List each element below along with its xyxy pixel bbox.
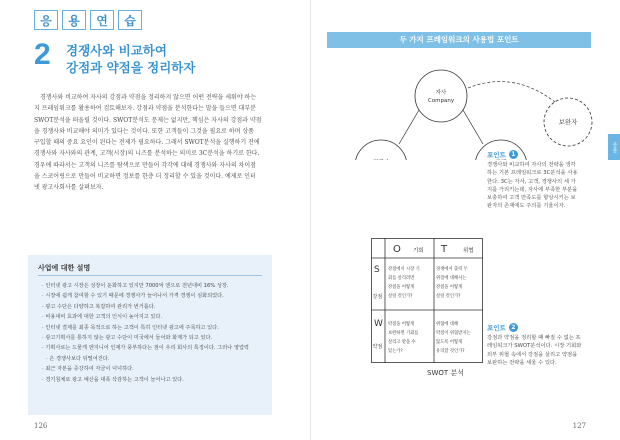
page-number-right: 127	[572, 422, 586, 430]
swot-caption: SWOT 분석	[427, 369, 464, 377]
body-line: 을 스코어링으로 만들어 비교하면 정보를 한층 더 정리할 수 있을 것이다. 예제로 인터	[34, 173, 256, 181]
list-item: · 최근 자본을 증강하여 자금이 넉넉하다.	[42, 364, 268, 374]
swot-so-line: 살릴 것인가?	[388, 294, 413, 299]
swot-o-label: 기회	[413, 248, 424, 254]
swot-wo-line: 있는가?	[388, 349, 403, 354]
body-paragraph	[34, 92, 266, 194]
point-line: 강점과 약점을 정리할 때 빠질 수 없는 프	[487, 335, 581, 341]
point-2-label: 포인트	[487, 324, 506, 332]
swot-so-line: 강점에서 시장 기	[388, 267, 420, 272]
section-title-line: 강점과 약점을 정리하자	[66, 60, 196, 75]
swot-grid	[371, 238, 483, 363]
body-line: 경우에 따라서는 고객의 니즈를 탐색으로 만들어 각각에 대해 경쟁사와 자사의 차이점	[34, 161, 256, 169]
point-line: 완자의 존재에도 주의를 기울이자.	[487, 203, 566, 210]
header-char: 응	[34, 10, 58, 30]
swot-o-letter: O	[393, 244, 401, 255]
right-page	[310, 0, 620, 440]
swot-so-line: 회를 살리려면	[388, 276, 415, 281]
swot-t-letter: T	[441, 244, 448, 255]
swot-wo-line: 약점을 어떻게	[388, 322, 415, 327]
swot-s-label: 강점	[372, 294, 383, 300]
swot-st-line: 경쟁에서 출력 두	[436, 267, 468, 272]
swot-w-label: 약점	[372, 344, 383, 350]
point-1-label: 포인트	[487, 151, 506, 159]
competitor-label-ko	[373, 158, 390, 160]
swot-wt-line: 약점이 위협받지는	[436, 331, 471, 336]
swot-wt-line: 않도록 어떻게	[436, 340, 463, 345]
list-item: · 기획사로는 드물게 엔지니어 인재가 풍부하다는 점이 우리 회사의 특징이다. 그러나 영업력	[42, 343, 268, 353]
swot-st-line: 위험에 대해서는	[436, 276, 467, 281]
body-line: 지 프레임워크를 활용하여 검토해보자. 강점과 약점을 분석한다는 말을 들으면 대부분	[34, 105, 256, 113]
body-line: 을 경쟁사와 비교해야 의미가 있다는 것이다. 또한 고객들이 그것을 필요로 하며 상품	[34, 127, 254, 135]
swot-wt-line: 유의할 것인가?	[436, 349, 465, 354]
list-item: · 비용대비 효과에 대한 고객의 인식이 높아지고 있다.	[42, 312, 268, 322]
point-line: 하는 기본 프레임워크로 3C분석을 사용	[487, 170, 578, 177]
point-line: 한다. 3C는 자사, 고객, 경쟁사의 세 가	[487, 178, 576, 185]
swot-w-letter: W	[374, 319, 383, 329]
point-line: 지를 가리키는데, 자사에 부족한 부분을	[487, 186, 578, 193]
body-line: 경쟁사와 비교하여 자사의 강점과 약점을 정리하지 않으면 어떤 전략을 세워야 하는	[40, 94, 257, 101]
info-list	[42, 281, 268, 385]
section-title	[66, 42, 195, 76]
dashed-connector	[468, 82, 555, 102]
swot-wt-line: 위협에 대해	[436, 322, 459, 327]
list-item: · 인터넷 결제를 최종 목적으로 하는 고객이 특히 인터넷 광고에 주목하고 있다.	[42, 323, 268, 333]
section-header-boxes	[34, 10, 142, 30]
section-number: 2	[34, 38, 51, 71]
point-line: 보충하여 고객 만족도를 향상시키는 보	[487, 195, 576, 202]
business-description-box	[28, 255, 272, 415]
point-2-heading	[487, 323, 601, 332]
list-item: · 광고기획사를 통하지 않는 광고 수단이 미국에서 들어와 화제가 되고 있다.	[42, 333, 268, 343]
point-1-number-badge: 1	[509, 150, 518, 159]
point-2-text	[487, 334, 601, 367]
list-item: · 인터넷 광고 시장은 성장이 둔화하고 있지만 7000억 엔으로 전년대비 16% 성장.	[42, 281, 268, 291]
point-line: 보완하는 전략을 세울 수 있다.	[487, 359, 557, 366]
body-line: 구입할 때의 중요 요인이 된다는 전제가 필요하다. 그래서 SWOT분석을 실행하기 전에	[34, 139, 260, 147]
list-item-continuation: · 은 경쟁사보다 뒤떨어진다.	[42, 354, 268, 364]
swot-st-line: 강점을 어떻게	[436, 285, 463, 290]
connector-line	[463, 110, 483, 144]
page-number-left: 126	[34, 422, 48, 430]
3c-diagram	[323, 60, 603, 160]
connector-line	[399, 110, 419, 144]
body-line: 경쟁사와 자사와의 관계, 고객(시장)의 니즈를 분석하는 의미로 3C분석을 하기로 한다.	[34, 150, 260, 158]
body-line: SWOT분석을 떠올릴 것이다. SWOT분석도 문제는 없지만, 핵심은 자사의 강점과 약점	[34, 116, 262, 124]
swot-wo-line: 보완하면 기회를	[388, 331, 419, 336]
swot-wo-line: 살리고 받을 수	[388, 340, 416, 345]
header-char: 습	[118, 10, 142, 30]
point-1-text	[487, 161, 601, 211]
point-1	[487, 150, 601, 211]
complement-label: 보완자	[558, 118, 578, 126]
framework-header-bar: 두 가지 프레임워크의 사용법 포인트	[327, 32, 591, 48]
point-line: 외부 위협 속에서 강점을 살리고 약점을	[487, 351, 578, 358]
info-divider	[38, 275, 262, 276]
list-item: · 경기침체로 광고 예산을 대폭 삭감하는 고객이 늘어나고 있다.	[42, 375, 268, 385]
point-2-number-badge: 2	[509, 323, 518, 332]
header-char: 연	[90, 10, 114, 30]
header-char: 용	[62, 10, 86, 30]
section-title-line: 경쟁사와 비교하여	[66, 43, 167, 58]
swot-t-label: 위협	[463, 248, 474, 254]
point-line: 경쟁사와 비교하여 자사의 전략을 생각	[487, 162, 576, 168]
point-2	[487, 323, 601, 367]
body-line: 넷 광고사회사를 살펴보자.	[34, 184, 104, 192]
swot-s-letter: S	[374, 265, 380, 275]
point-1-heading	[487, 150, 601, 159]
company-label-ko: 자사	[435, 90, 447, 96]
point-line: 레임워크가 SWOT분석이다. 시장 기회와	[487, 343, 582, 350]
list-item: · 광고 수단은 다양하고 복잡하여 관리가 번거롭다.	[42, 302, 268, 312]
company-circle	[415, 70, 467, 122]
swot-so-line: 강점을 어떻게	[388, 285, 415, 290]
side-tab: 응용	[608, 134, 620, 160]
info-title: 사업에 대한 설명	[38, 264, 91, 272]
swot-st-line: 살릴 것인가?	[436, 294, 461, 299]
company-label-en: Company	[427, 98, 455, 104]
list-item: · 시장에 쉽게 참여할 수 있기 때문에 경쟁사가 늘어나서 가격 경쟁이 심화되었다.	[42, 291, 268, 301]
